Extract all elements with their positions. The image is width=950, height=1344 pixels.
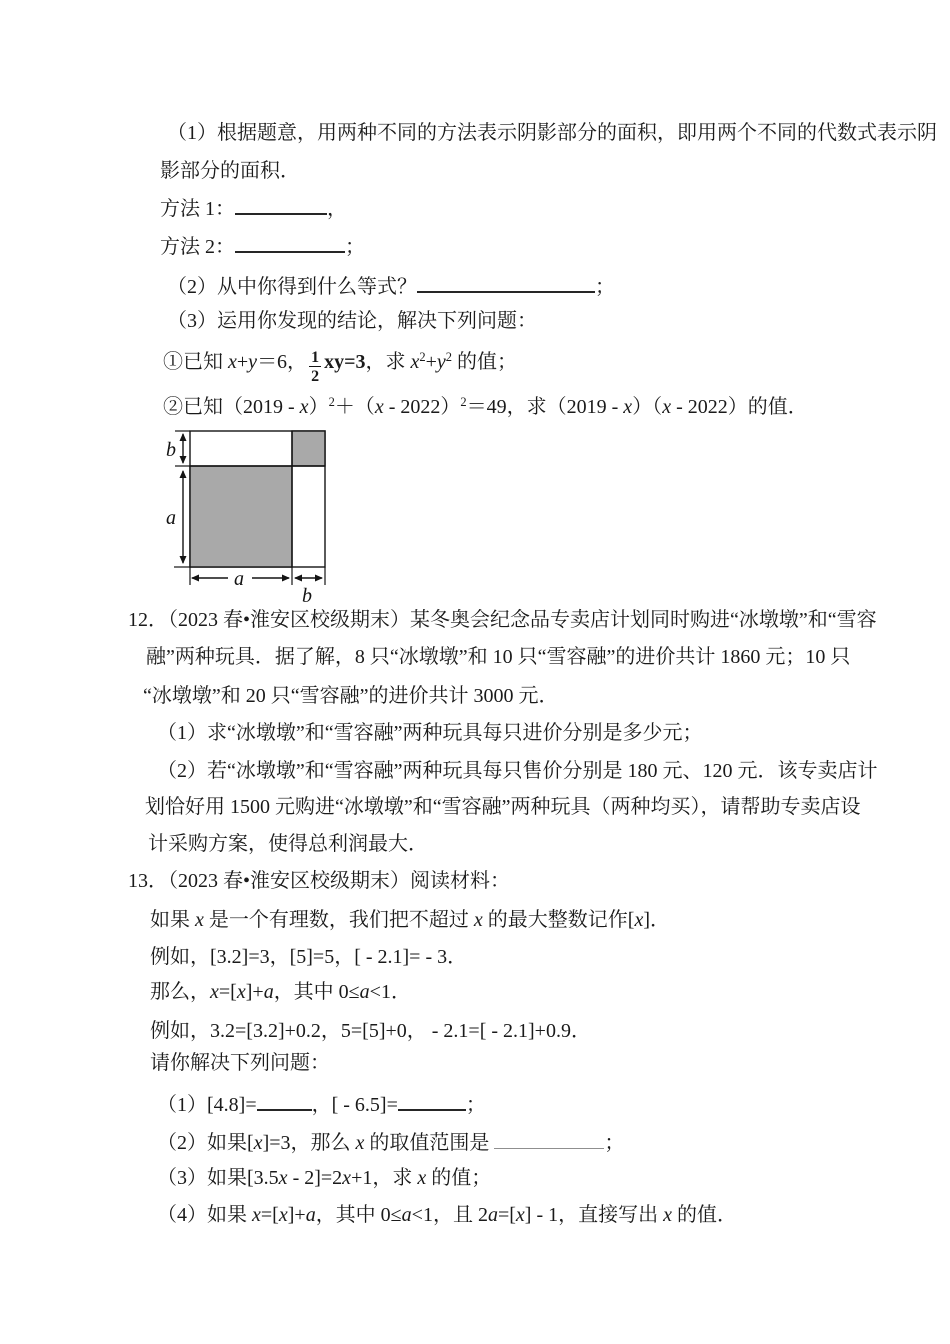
shaded-square-a (190, 466, 292, 567)
text-run: - 2]=2 (287, 1167, 343, 1189)
text-run: x (252, 1204, 261, 1226)
text-run: （1）根据题意，用两种不同的方法表示阴影部分的面积，即用两个不同的代数式表示阴 (167, 122, 937, 144)
text-run: x (634, 909, 644, 931)
text-run: （1）[4.8]= (157, 1094, 257, 1116)
text-run: - 2022） (383, 396, 461, 418)
text-run: （3）运用你发现的结论，解决下列问题： (167, 310, 537, 332)
text-run: 方法 1： (160, 198, 235, 220)
p11-sub2 (167, 268, 615, 306)
text-run: 的值． (672, 1204, 738, 1226)
text-run: （2）若“冰墩墩”和“雪容融”两种玩具每只售价分别是 180 元、120 元．该专卖店计 (157, 760, 878, 782)
text-run: xy=3 (324, 351, 366, 373)
p11-sub1-line2 (160, 152, 300, 190)
text-run: 划恰好用 1500 元购进“冰墩墩”和“雪容融”两种玩具（两种均买），请帮助专卖店设 (145, 796, 861, 818)
text-run: <1． (369, 981, 411, 1003)
text-run: y (436, 351, 446, 373)
text-run: ]+ (245, 981, 264, 1003)
text-run: ] - 1，直接写出 (524, 1204, 664, 1226)
text-run: y (248, 351, 258, 373)
text-run: +1，求 (351, 1167, 418, 1189)
text-run: ]． (643, 909, 671, 931)
p11-method2 (160, 228, 365, 266)
p12-line1 (128, 601, 877, 639)
text-run: x (236, 981, 246, 1003)
answer-blank (235, 234, 345, 253)
p12-sub1 (157, 714, 703, 752)
superscript: 2 (445, 350, 453, 364)
text-run: x (278, 1204, 288, 1226)
text-run: x (662, 396, 672, 418)
text-run: 的最大整数记作[ (482, 909, 635, 931)
text-run: + (425, 351, 437, 373)
superscript: 2 (328, 395, 335, 409)
text-run: =[ (260, 1204, 279, 1226)
p13-line4 (150, 973, 411, 1011)
text-run: x (195, 909, 204, 931)
text-run: x (623, 396, 633, 418)
answer-blank (257, 1092, 312, 1111)
p11-method1 (160, 190, 347, 228)
text-run: 例如，3.2=[3.2]+0.2，5=[5]+0， - 2.1=[ - 2.1]+0.9． (150, 1020, 591, 1042)
text-run: x (278, 1167, 288, 1189)
text-run: x (253, 1132, 263, 1154)
text-run: 的值； (426, 1167, 492, 1189)
text-run: “冰墩墩”和 20 只“雪容融”的进价共计 3000 元． (143, 685, 559, 707)
text-run: a (401, 1204, 412, 1226)
area-model-figure (158, 426, 338, 606)
text-run: （1）求“冰墩墩”和“雪容融”两种玩具每只进价分别是多少元； (157, 722, 703, 744)
answer-blank (417, 274, 595, 293)
superscript: 2 (419, 350, 426, 364)
text-run: 影部分的面积． (160, 160, 300, 182)
text-run: <1，且 2 (411, 1204, 488, 1226)
text-run: （2）如果[ (157, 1132, 254, 1154)
p13-line3 (150, 938, 467, 976)
text-run: x (663, 1204, 673, 1226)
p11-sub1-line1 (167, 114, 937, 152)
label-side-b: b (166, 439, 176, 461)
text-run: + (236, 351, 249, 373)
text-run: ]+ (287, 1204, 306, 1226)
p12-line2 (146, 638, 850, 676)
text-run: ； (465, 1094, 486, 1116)
text-run: x (417, 1167, 427, 1189)
text-run: x (410, 351, 420, 373)
text-run: a (487, 1204, 498, 1226)
text-run: x (515, 1204, 525, 1226)
text-run: 计采购方案，使得总利润最大． (148, 833, 428, 855)
text-run: x (342, 1167, 352, 1189)
fraction-numerator: 1 (311, 349, 320, 366)
p13-line1 (128, 862, 510, 900)
label-side-a: a (166, 507, 176, 529)
text-run: ①已知 (163, 351, 228, 373)
text-run: ； (595, 276, 615, 298)
text-run: a (305, 1204, 316, 1226)
p13-sub2 (157, 1124, 624, 1162)
p11-sub3 (167, 302, 537, 340)
text-run: ） (308, 396, 329, 418)
text-run: （3）如果[3.5 (157, 1167, 279, 1189)
area-model-svg (158, 426, 338, 606)
text-run: ，其中 0≤ (315, 1204, 402, 1226)
text-run: x (355, 1132, 365, 1154)
shaded-square-b (292, 431, 325, 466)
text-run: 融”两种玩具．据了解，8 只“冰墩墩”和 10 只“雪容融”的进价共计 1860 元；10 只 (146, 646, 851, 668)
p12-line3 (143, 677, 559, 715)
label-bottom-a: a (234, 568, 244, 590)
p12-sub2-line3 (148, 825, 428, 863)
text-run: 是一个有理数，我们把不超过 (203, 909, 474, 931)
fraction-denominator: 2 (311, 368, 320, 385)
text-run: - 2022）的值． (671, 396, 808, 418)
text-run: ； (345, 236, 365, 258)
text-run: 12．（2023 春•淮安区校级期末）某冬奥会纪念品专卖店计划同时购进“冰墩墩”和“雪容 (128, 609, 877, 631)
label-bottom-b: b (302, 585, 312, 606)
text-run: a (263, 981, 274, 1003)
text-run: ]=3，那么 (262, 1132, 356, 1154)
p11-sub3-item1 (163, 343, 518, 385)
text-run: 例如，[3.2]=3，[5]=5，[ - 2.1]= - 3． (150, 946, 468, 968)
text-run: ，其中 0≤ (273, 981, 360, 1003)
answer-blank (398, 1092, 466, 1111)
text-run: x (374, 396, 384, 418)
text-run: =[ (218, 981, 237, 1003)
text-run: （4）如果 (157, 1204, 252, 1226)
text-run: 方法 2： (160, 236, 235, 258)
text-run: x (299, 396, 309, 418)
text-run: ＝49，求（2019 - (466, 396, 624, 418)
p13-line2 (150, 901, 670, 939)
text-run: ，[ - 6.5]= (311, 1094, 398, 1116)
text-run: ； (604, 1132, 625, 1154)
text-run: ，求 (365, 351, 411, 373)
text-run: ， (327, 198, 347, 220)
text-run: 那么， (150, 981, 210, 1003)
text-run: ）（ (632, 396, 663, 418)
p13-sub3 (157, 1159, 491, 1197)
text-run: 13．（2023 春•淮安区校级期末）阅读材料： (128, 870, 511, 892)
text-run: ②已知（2019 - (163, 396, 300, 418)
superscript: 2 (460, 395, 467, 409)
text-run: 的值； (452, 351, 518, 373)
text-run: 的取值范围是 (364, 1132, 495, 1154)
p11-sub3-item2 (163, 388, 808, 426)
p12-sub2-line1 (157, 752, 878, 790)
text-run: x (228, 351, 237, 373)
text-run: ＝6， (257, 351, 308, 373)
p13-line6 (150, 1044, 330, 1082)
p13-sub4 (157, 1196, 737, 1234)
text-run: ＋（ (334, 396, 375, 418)
text-run: x (473, 909, 483, 931)
p12-sub2-line2 (145, 788, 861, 826)
text-run: 请你解决下列问题： (150, 1052, 330, 1074)
text-run: x (210, 981, 219, 1003)
answer-blank (494, 1131, 604, 1149)
text-run: 如果 (150, 909, 195, 931)
fraction (309, 349, 321, 386)
answer-blank (235, 196, 327, 215)
p13-sub1 (157, 1086, 486, 1124)
text-run: =[ (497, 1204, 516, 1226)
text-run: （2）从中你得到什么等式？ (167, 276, 417, 298)
text-run: a (359, 981, 370, 1003)
